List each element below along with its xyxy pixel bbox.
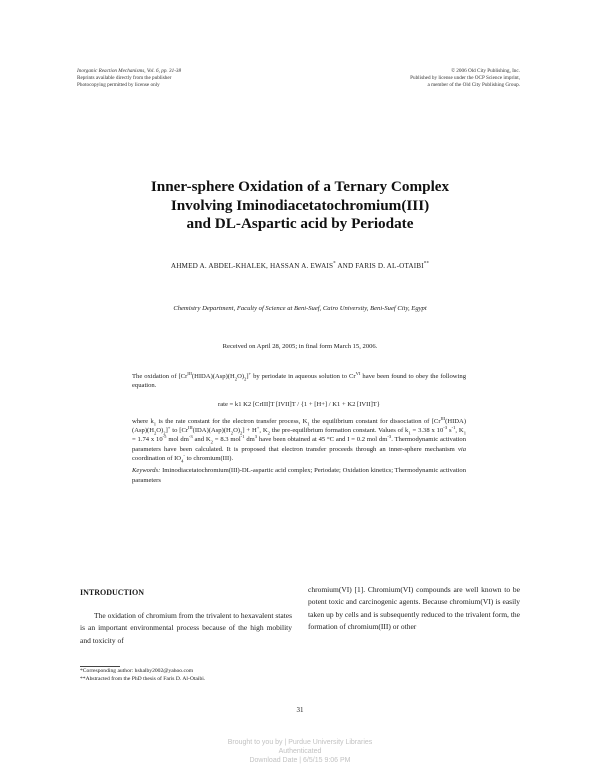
- keywords: [132, 466, 466, 485]
- received-date: Received on April 28, 2005; in final form March 15, 2006.: [222, 343, 378, 350]
- journal-citation-line: Reprints available directly from the publisher: [77, 75, 172, 82]
- footnotes: [80, 668, 340, 683]
- keywords-list: Iminodiacetatochromium(III)-DL-aspartic acid complex; Periodate; Oxidation kinetics; Thermodynamic activation parameters: [132, 467, 466, 484]
- watermark-line: Download Date | 6/5/15 9:06 PM: [249, 756, 351, 764]
- affiliation: Chemistry Department, Faculty of Science at Beni-Suef, Cairo University, Beni-Suef City, Egypt: [173, 305, 427, 312]
- publisher-notice: [260, 68, 520, 90]
- watermark-line: Brought to you by | Purdue University Libraries: [227, 739, 373, 746]
- author-mark: *: [333, 261, 336, 267]
- author-name: HASSAN A. EWAIS: [269, 262, 334, 270]
- publisher-notice-line: © 2006 Old City Publishing, Inc.: [451, 68, 520, 74]
- journal-citation-line: Photocopying permitted by license only: [77, 82, 160, 89]
- publisher-notice-line: Published by license under the OCP Science imprint,: [410, 75, 520, 82]
- title-line: and DL-Aspartic acid by Periodate: [186, 215, 414, 233]
- author-name: AHMED A. ABDEL-KHALEK,: [170, 262, 268, 270]
- paper-title: [80, 178, 520, 234]
- rate-equation: rate = k1 K2 [CrIII]T [IVII]T / {1 + [H+] / K1 + K2 [IVII]T}: [218, 400, 380, 408]
- page-number: 31: [296, 706, 304, 714]
- intro-right-column: chromium(VI) [1]. Chromium(VI) compounds are well known to be potent toxic and carcinogenic agents. Because chromium(VI) is easily taken up by cells and is subsequently reduced to the trivalent form, the formation of chromium(III) or other: [308, 585, 520, 631]
- abstract-intro: The oxidation of $[Cr^{III}(HIDA)(Asp)(H_2O)_2]^+$ by periodate in aqueous solution to $Cr^{VI}$ have been found to obey the following equation.: [132, 370, 466, 390]
- abstract: [132, 372, 466, 485]
- watermark-line: Authenticated: [278, 747, 322, 755]
- journal-citation-line: Inorganic Reaction Mechanisms, Vol. 6, pp. 31-38: [77, 68, 182, 74]
- publisher-notice-line: a member of the Old City Publishing Group.: [427, 82, 520, 89]
- footnote-divider: [80, 666, 120, 667]
- author-name: AND FARIS D. AL-OTAIBI: [337, 262, 424, 270]
- introduction-heading: INTRODUCTION: [80, 588, 145, 597]
- title-line: Involving Iminodiacetatochromium(III): [170, 196, 430, 214]
- abstract-body: where $k_1$ is the rate constant for the electron transfer process, $K_1$ the equilibrium constant for dissociation of $[Cr^{III}(HIDA)(Asp)(H_2O)_2]^+$ to $[Cr^{III}(IDA)(Asp)(H_2O)_2] + H^+$, $K_2$ the pre-equilibrium formation constant. Values of $k_1 = 3.38$ x $10^{-3}$ $s^{-1}$, $K_1 = 1.74$ x $10^{-5}$ mol $dm^{-3}$ and $K_2 = 8.3$ mol$^{-1}$ $dm^3$ have been obtained at 45 °C and I = 0.2 mol $dm^{-3}$. Thermodynamic activation parameters have been calculated. It is proposed that electron transfer proceeds through an inner-sphere mechanism via coordination of $IO_4^-$ to chromium(III).: [132, 415, 467, 464]
- keywords-label: Keywords:: [132, 467, 161, 475]
- footnote-thesis: **Abstracted from the PhD thesis of Faris D. Al-Otaibi.: [80, 675, 206, 682]
- intro-left-column: The oxidation of chromium from the trivalent to hexavalent states is an important environmental process because of the high mobility and toxicity of: [80, 611, 292, 645]
- footnote-corresponding-author: *Corresponding author: hshalby2002@yahoo.com: [80, 668, 194, 674]
- author-mark: **: [423, 261, 430, 267]
- download-watermark: [0, 739, 600, 765]
- author-list: [80, 262, 520, 270]
- title-line: Inner-sphere Oxidation of a Ternary Complex: [150, 178, 450, 195]
